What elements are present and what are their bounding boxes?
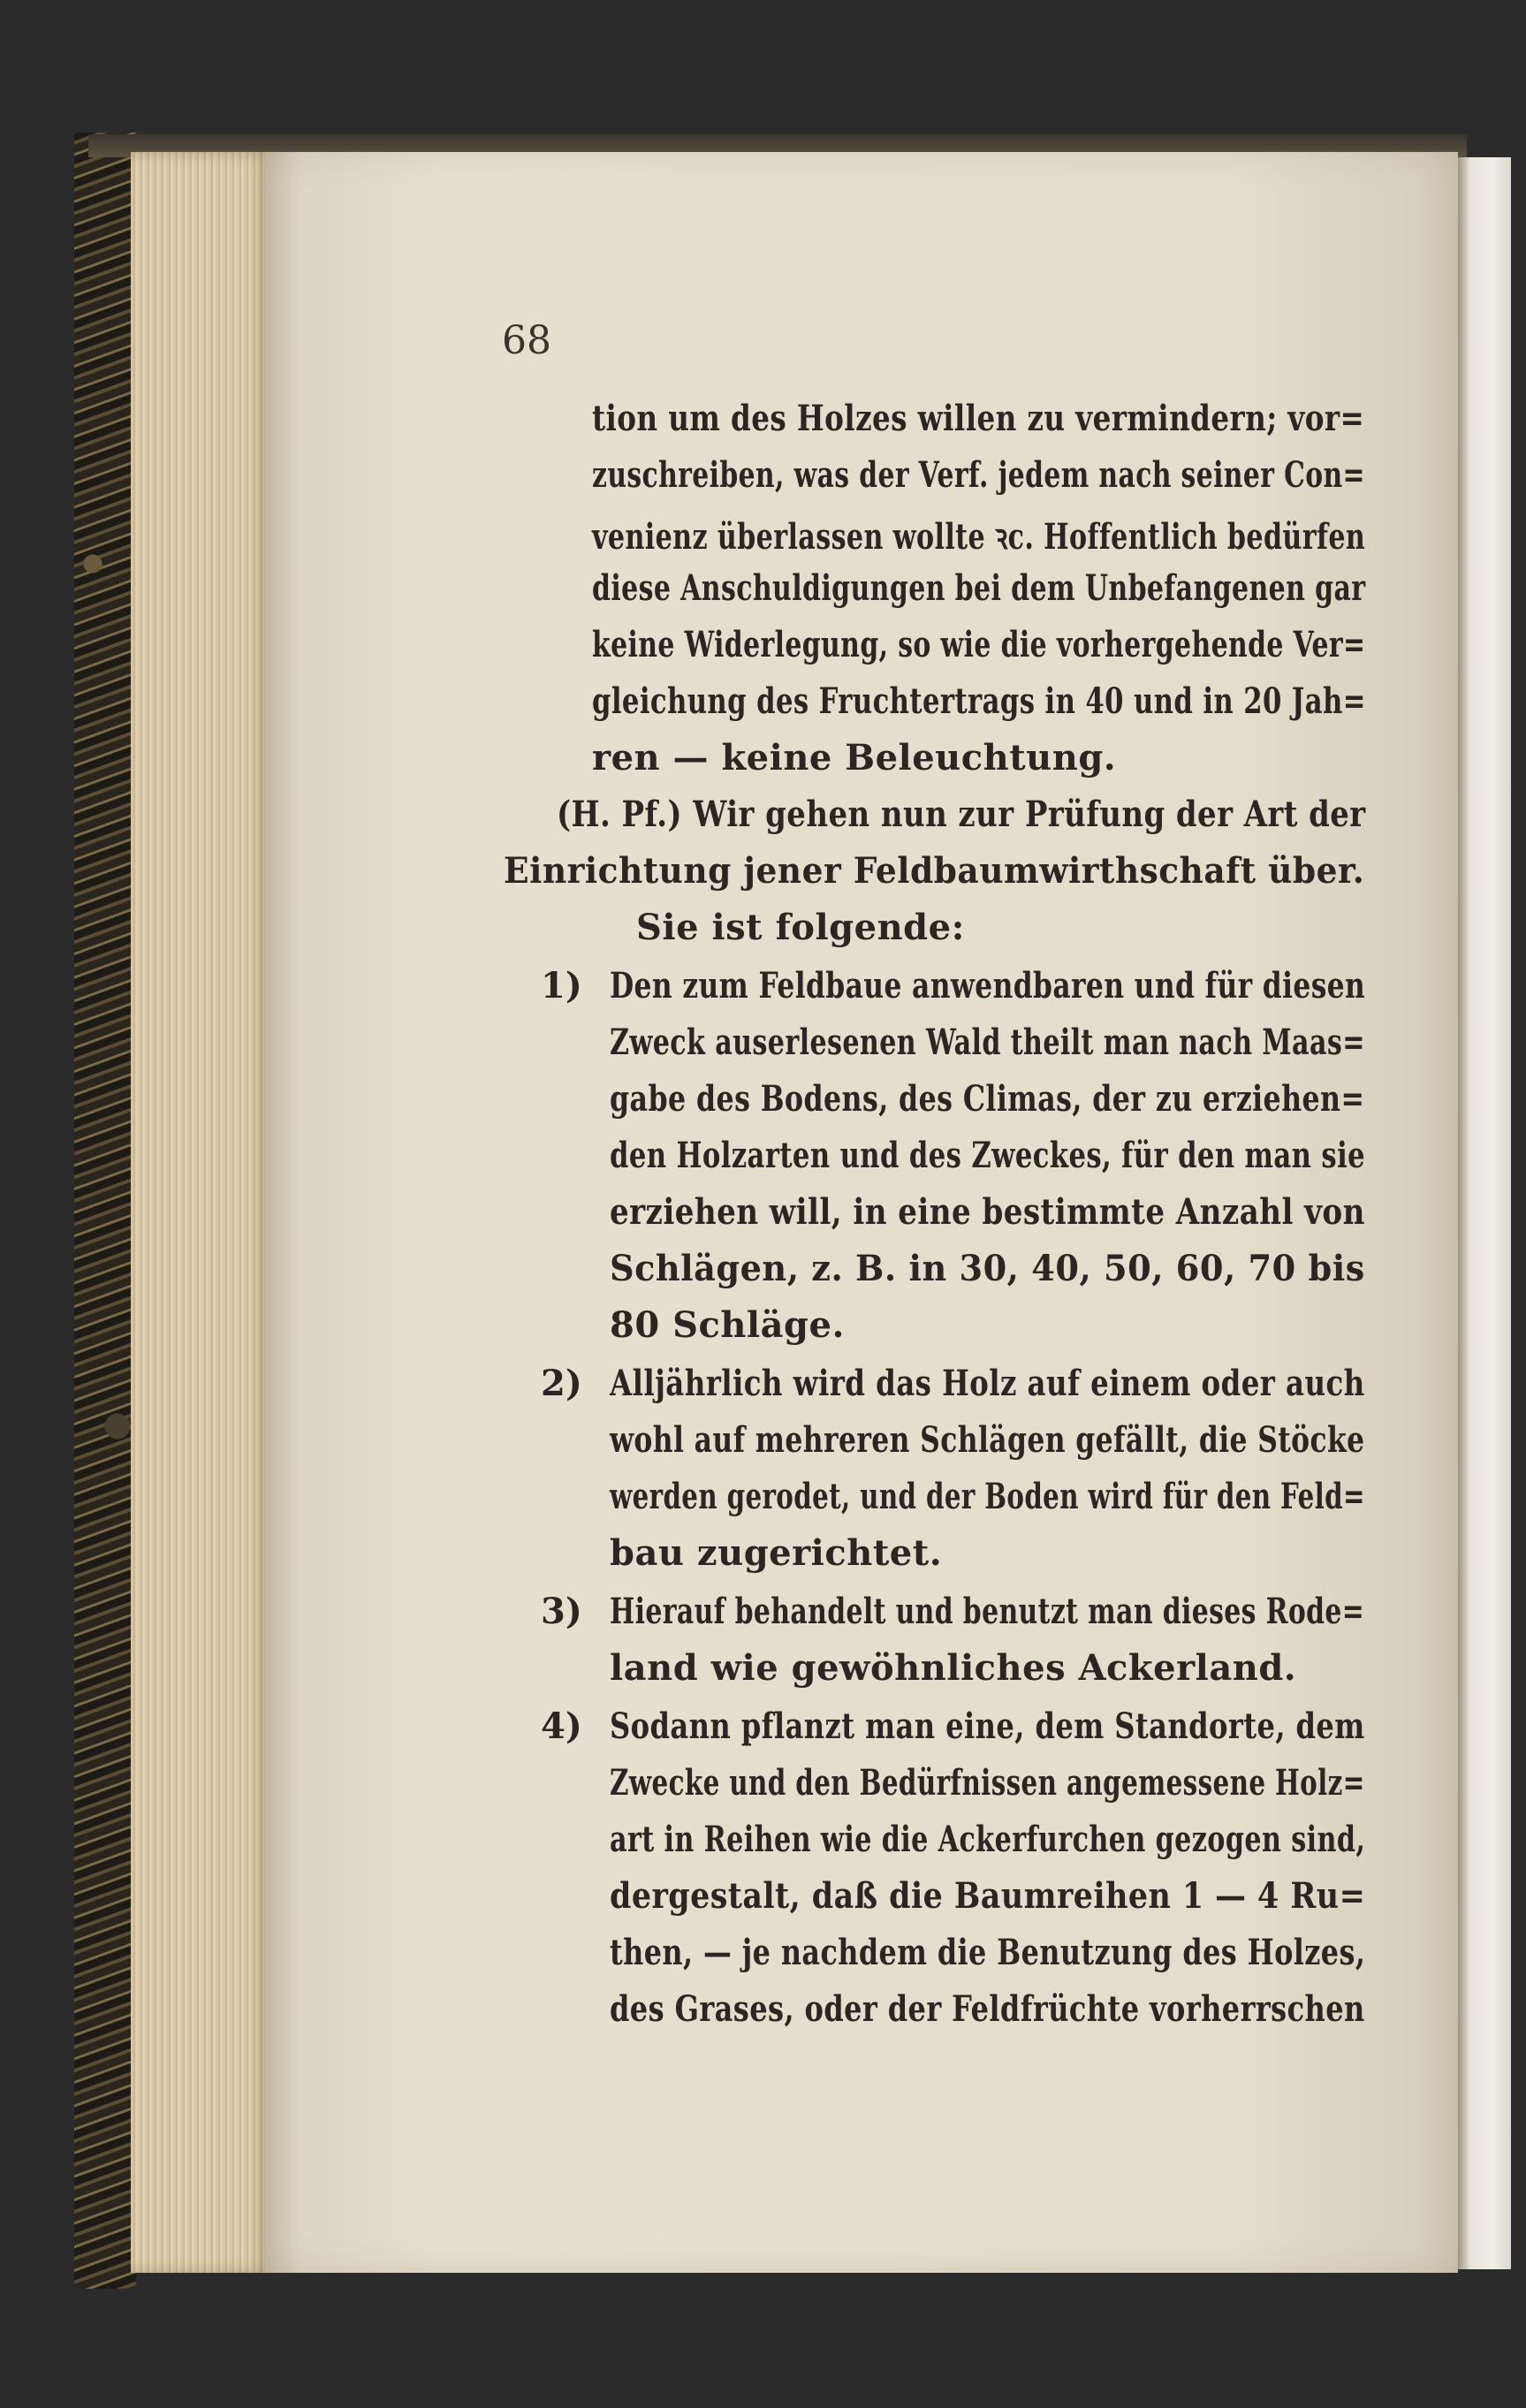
text-line: gleichung des Fruchtertrags in 40 und in 20 Jah= xyxy=(592,680,1366,722)
text-line: gabe des Bodens, des Climas, der zu erziehen= xyxy=(610,1078,1365,1120)
text-line: dergestalt, daß die Baumreihen 1 — 4 Ru= xyxy=(610,1875,1366,1917)
book-cover-marbled xyxy=(74,133,136,2289)
text-line: bau zugerichtet. xyxy=(610,1532,943,1574)
book-page xyxy=(265,152,1458,2273)
text-line: Zwecke und den Bedürfnissen angemessene Holz= xyxy=(610,1762,1365,1804)
text-line: zuschreiben, was der Verf. jedem nach seiner Con= xyxy=(592,454,1365,496)
list-marker-3: 3) xyxy=(541,1591,582,1632)
list-marker-4: 4) xyxy=(541,1705,582,1747)
text-line: den Holzarten und des Zweckes, für den man sie xyxy=(610,1135,1366,1176)
text-line: Alljährlich wird das Holz auf einem oder auch xyxy=(610,1363,1365,1404)
text-line: (H. Pf.) Wir gehen nun zur Prüfung der Art der xyxy=(557,794,1366,835)
text-line: tion um des Holzes willen zu vermindern; vor= xyxy=(592,398,1365,439)
text-line: 80 Schläge. xyxy=(610,1304,845,1346)
text-line: venienz überlassen wollte ꝛc. Hoffentlich bedürfen xyxy=(592,516,1366,558)
text-line: Sodann pflanzt man eine, dem Standorte, dem xyxy=(610,1705,1365,1747)
text-line: des Grases, oder der Feldfrüchte vorherrschen xyxy=(610,1988,1365,2030)
text-line: wohl auf mehreren Schlägen gefällt, die Stöcke xyxy=(610,1419,1365,1461)
text-line: diese Anschuldigungen bei dem Unbefangenen gar xyxy=(592,567,1366,609)
text-line: land wie gewöhnliches Ackerland. xyxy=(610,1647,1297,1689)
text-line: Einrichtung jener Feldbaumwirthschaft über. xyxy=(504,850,1365,892)
text-block xyxy=(265,152,1458,2273)
text-line: Hierauf behandelt und benutzt man dieses Rode= xyxy=(610,1591,1365,1632)
text-line: Sie ist folgende: xyxy=(636,907,965,948)
list-marker-1: 1) xyxy=(541,965,582,1006)
text-line: art in Reihen wie die Ackerfurchen gezogen sind, xyxy=(610,1819,1366,1860)
text-line: Schlägen, z. B. in 30, 40, 50, 60, 70 bis xyxy=(610,1248,1365,1289)
text-line: Den zum Feldbaue anwendbaren und für diesen xyxy=(610,965,1366,1006)
text-line: ren — keine Beleuchtung. xyxy=(592,737,1117,779)
text-line: then, — je nachdem die Benutzung des Holzes, xyxy=(610,1932,1366,1973)
facing-page-edge xyxy=(1458,157,1511,2269)
text-line: keine Widerlegung, so wie die vorhergehende Ver= xyxy=(592,624,1366,665)
list-marker-2: 2) xyxy=(541,1363,582,1404)
text-line: werden gerodet, und der Boden wird für den Feld= xyxy=(610,1476,1365,1517)
text-line: Zweck auserlesenen Wald theilt man nach Maas= xyxy=(610,1022,1365,1063)
page-stack-edge xyxy=(131,152,272,2273)
text-line: erziehen will, in eine bestimmte Anzahl von xyxy=(610,1191,1365,1233)
page-number: 68 xyxy=(502,318,551,363)
